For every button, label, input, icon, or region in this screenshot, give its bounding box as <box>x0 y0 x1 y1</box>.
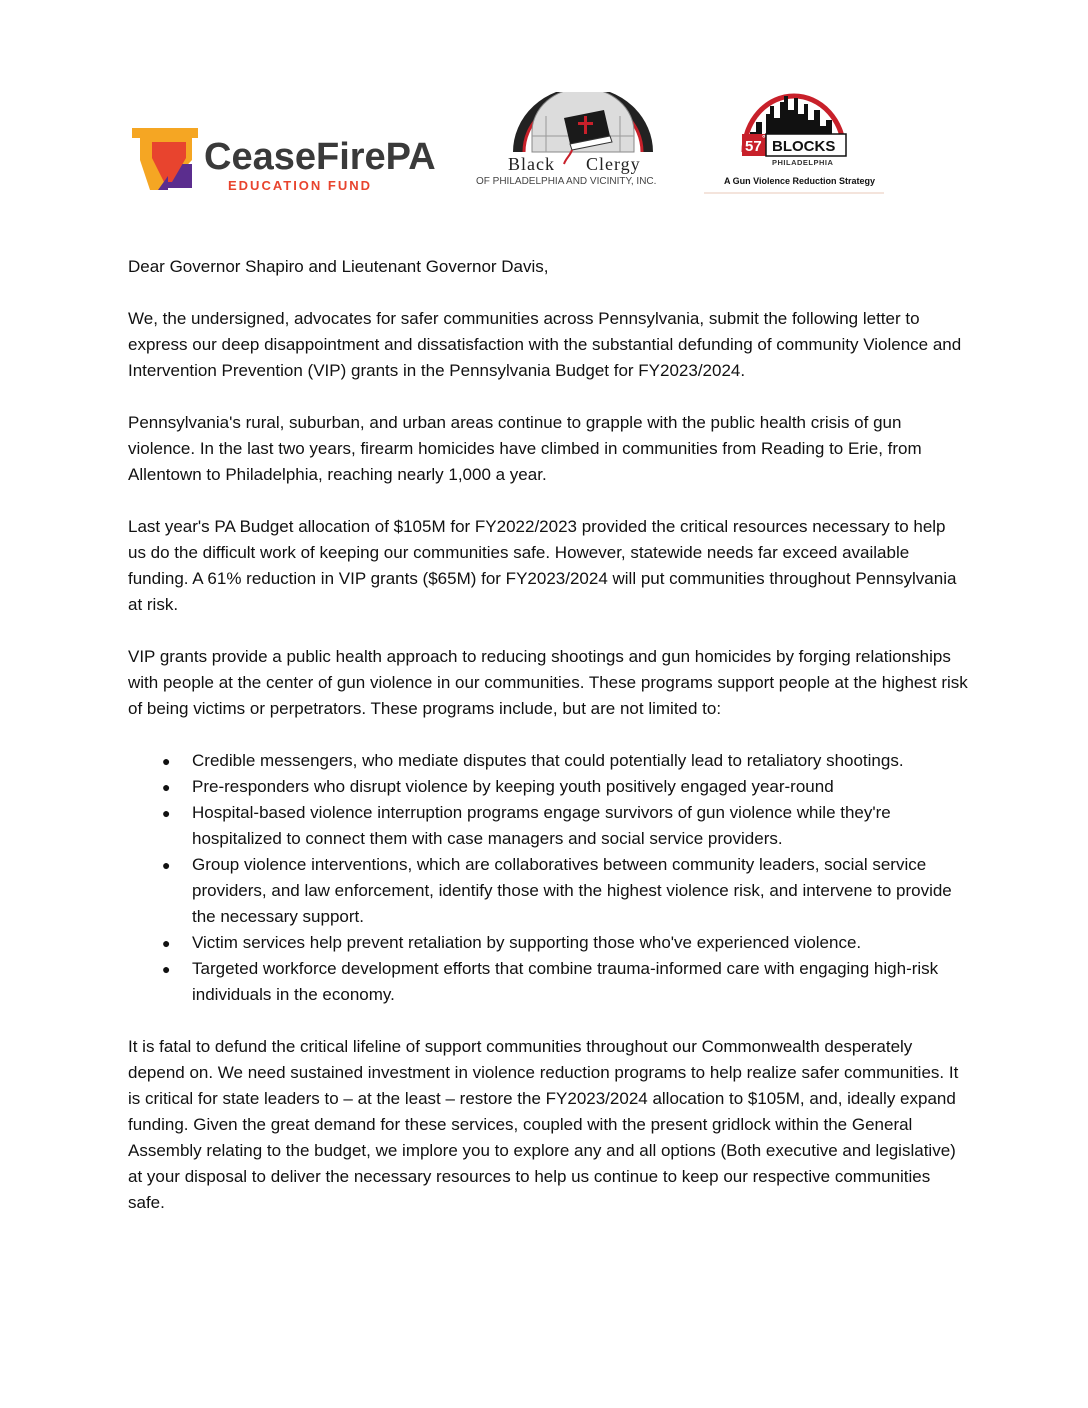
paragraph: We, the undersigned, advocates for safer communities across Pennsylvania, submit the following letter to express our deep disappointment and dissatisfaction with the substantial defunding of community Violence and Intervention Prevention (VIP) grants in the Pennsylvania Budget for FY2023/2024. <box>128 309 962 380</box>
57-blocks-city: PHILADELPHIA <box>772 158 834 167</box>
list-item-text: Credible messengers, who mediate disputes that could potentially lead to retaliatory shootings. <box>192 751 904 770</box>
ceasefirepa-logo <box>128 124 458 194</box>
57-blocks-tagline: A Gun Violence Reduction Strategy <box>724 176 876 186</box>
bullet-icon: ● <box>162 961 171 977</box>
program-list <box>128 748 968 1008</box>
black-clergy-logo <box>474 92 692 192</box>
list-item <box>128 930 968 956</box>
list-item <box>128 774 968 800</box>
list-item <box>128 748 968 774</box>
paragraph: Last year's PA Budget allocation of $105M for FY2022/2023 provided the critical resources necessary to help us do the difficult work of keeping our communities safe. However, statewide needs far exceed available funding. A 61% reduction in VIP grants ($65M) for FY2023/2024 will put communities throughout Pennsylvania at risk. <box>128 517 957 614</box>
bullet-icon: ● <box>162 779 171 795</box>
57-blocks-logo <box>704 84 884 196</box>
black-clergy-name-b: Clergy <box>586 154 641 174</box>
closing-paragraph: It is fatal to defund the critical lifeline of support communities throughout our Commonwealth desperately depend on. We need sustained investment in violence reduction programs to help realize safer communities. It is critical for state leaders to – at the least – restore the FY2023/2024 allocation to $105M, and, ideally expand funding. Given the great demand for these services, coupled with the present gridlock within the General Assembly relating to the budget, we implore you to explore any and all options (Both executive and legislative) at your disposal to deliver the necessary resources to help us continue to keep our respective communities safe. <box>128 1037 959 1212</box>
paragraph: Pennsylvania's rural, suburban, and urban areas continue to grapple with the public health crisis of gun violence. In the last two years, firearm homicides have climbed in communities from Reading to Erie, from Allentown to Philadelphia, reaching nearly 1,000 a year. <box>128 413 922 484</box>
ceasefirepa-keystone-icon <box>128 124 458 194</box>
bullet-icon: ● <box>162 857 171 873</box>
57-blocks-skyline-icon <box>704 84 884 196</box>
list-item <box>128 852 968 930</box>
ceasefirepa-subtitle: EDUCATION FUND <box>228 178 373 193</box>
salutation: Dear Governor Shapiro and Lieutenant Governor Davis, <box>128 257 549 276</box>
list-item-text: Group violence interventions, which are collaboratives between community leaders, social service providers, and law enforcement, identify those with the highest violence risk, and intervene to provide the necessary support. <box>192 855 952 926</box>
list-item-text: Victim services help prevent retaliation by supporting those who've experienced violence. <box>192 933 862 952</box>
bullet-icon: ● <box>162 753 171 769</box>
letter-body <box>128 254 968 1242</box>
list-item <box>128 800 968 852</box>
paragraph: VIP grants provide a public health approach to reducing shootings and gun homicides by forging relationships with people at the center of gun violence in our communities. These programs support people at the highest risk of being victims or perpetrators. These programs include, but are not limited to: <box>128 647 968 718</box>
list-item-text: Hospital-based violence interruption programs engage survivors of gun violence while they're hospitalized to connect them with case managers and social service providers. <box>192 803 891 848</box>
57-blocks-degree: ° <box>762 133 766 143</box>
list-item-text: Pre-responders who disrupt violence by keeping youth positively engaged year-round <box>192 777 834 796</box>
57-blocks-number: 57 <box>745 138 762 155</box>
list-item-text: Targeted workforce development efforts that combine trauma-informed care with engaging high-risk individuals in the economy. <box>192 959 939 1004</box>
black-clergy-name-a: Black <box>508 154 555 174</box>
ceasefirepa-wordmark: CeaseFirePA <box>204 136 436 178</box>
57-blocks-name: BLOCKS <box>772 138 836 155</box>
black-clergy-emblem-icon <box>474 92 692 192</box>
logo-header <box>0 0 1088 215</box>
bullet-icon: ● <box>162 935 171 951</box>
black-clergy-subtitle: OF PHILADELPHIA AND VICINITY, INC. <box>476 176 657 187</box>
bullet-icon: ● <box>162 805 171 821</box>
list-item <box>128 956 968 1008</box>
